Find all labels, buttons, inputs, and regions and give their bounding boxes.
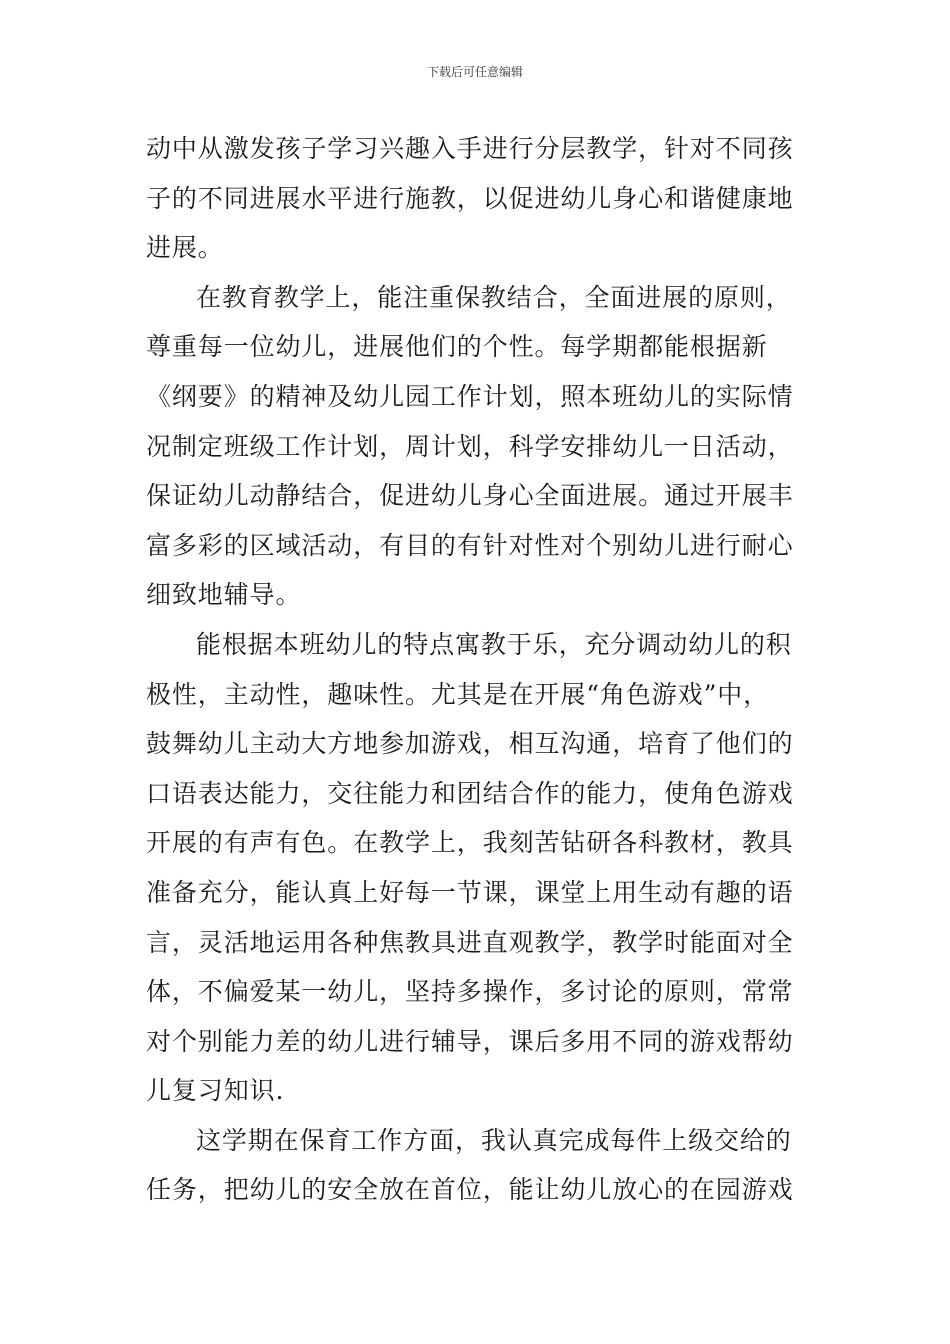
text-line: 准备充分，能认真上好每一节课，课堂上用生动有趣的语 — [146, 877, 794, 907]
text-line: 尊重每一位幼儿，进展他们的个性。每学期都能根据新 — [146, 332, 768, 362]
document-body — [146, 124, 806, 1215]
text-line: 极性，主动性，趣味性。尤其是在开展“角色游戏”中， — [146, 679, 770, 709]
text-line: 儿复习知识. — [146, 1076, 285, 1106]
text-line: 能根据本班幼儿的特点寓教于乐，充分调动幼儿的积 — [196, 629, 792, 659]
text-line: 进展。 — [146, 233, 224, 263]
text-line: 体，不偏爱某一幼儿，坚持多操作，多讨论的原则，常常 — [146, 977, 794, 1007]
text-line: 动中从激发孩子学习兴趣入手进行分层教学，针对不同孩 — [146, 134, 794, 163]
text-line: 在教育教学上，能注重保教结合，全面进展的原则， — [196, 282, 792, 312]
text-line: 保证幼儿动静结合，促进幼儿身心全面进展。通过开展丰 — [146, 481, 794, 511]
text-line: 富多彩的区域活动，有目的有针对性对个别幼儿进行耐心 — [146, 530, 794, 560]
text-line: 口语表达能力，交往能力和团结合作的能力，使角色游戏 — [146, 778, 794, 808]
text-line: 对个别能力差的幼儿进行辅导，课后多用不同的游戏帮幼 — [146, 1026, 794, 1056]
text-line: 开展的有声有色。在教学上，我刻苦钻研各科教材，教具 — [146, 828, 794, 858]
text-line: 任务，把幼儿的安全放在首位，能让幼儿放心的在园游戏 — [146, 1175, 794, 1205]
text-line: 鼓舞幼儿主动大方地参加游戏，相互沟通，培育了他们的 — [146, 729, 794, 759]
text-line: 这学期在保育工作方面，我认真完成每件上级交给的 — [196, 1125, 792, 1155]
page-header-note: 下载后可任意编辑 — [426, 65, 523, 79]
text-line: 言，灵活地运用各种焦教具进直观教学，教学时能面对全 — [146, 927, 794, 957]
text-line: 《纲要》的精神及幼儿园工作计划，照本班幼儿的实际情 — [146, 381, 794, 411]
text-line: 况制定班级工作计划，周计划，科学安排幼儿一日活动， — [146, 431, 794, 461]
text-line: 子的不同进展水平进行施教，以促进幼儿身心和谐健康地 — [146, 183, 794, 213]
text-line: 细致地辅导。 — [146, 580, 302, 610]
